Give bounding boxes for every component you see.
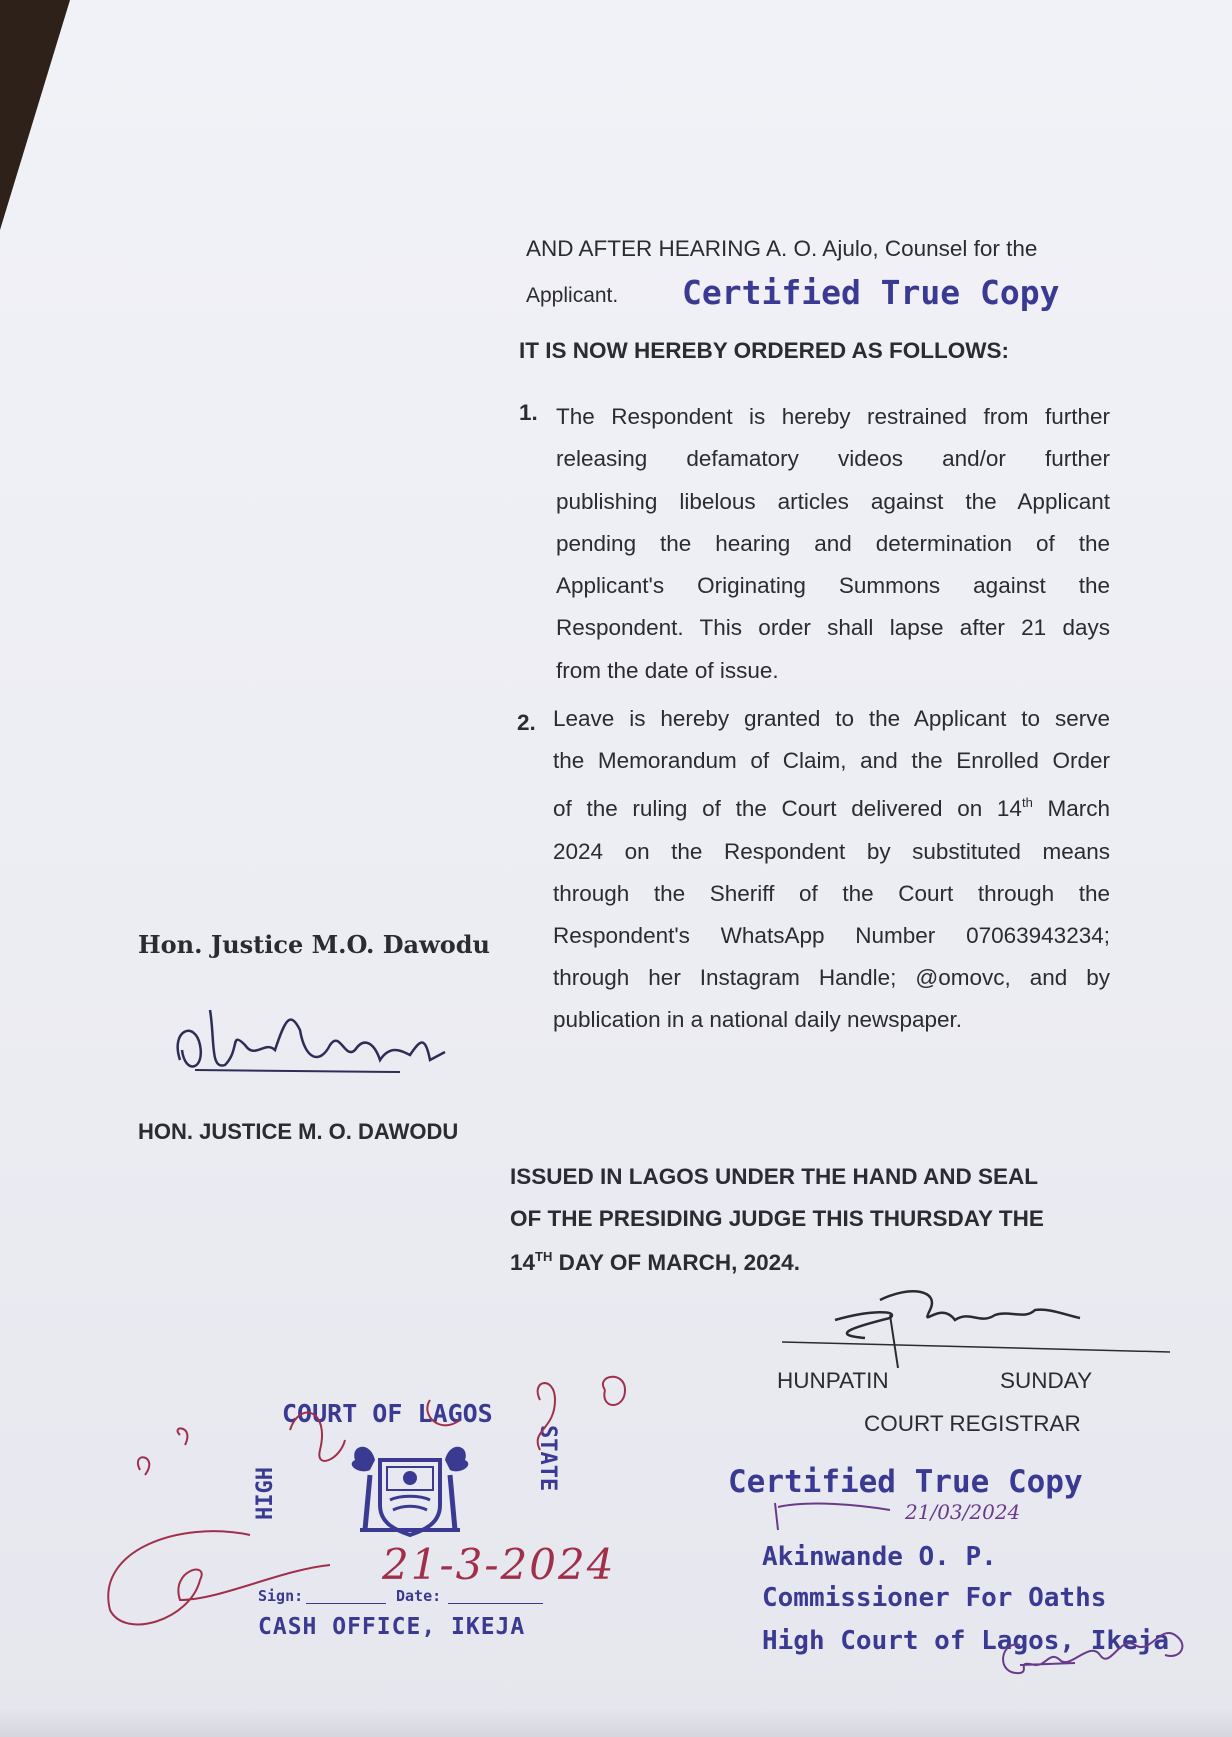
commissioner-title: Commissioner For Oaths (762, 1583, 1107, 1613)
issued-day: 14 (510, 1250, 536, 1275)
seal-right-text: STATE (535, 1425, 560, 1492)
hearing-line-1: AND AFTER HEARING A. O. Ajulo, Counsel for the (526, 236, 1038, 261)
judge-name-heading: Hon. Justice M.O. Dawodu (138, 930, 490, 959)
issued-month-year: DAY OF MARCH, 2024. (552, 1250, 800, 1275)
registrar-signature (780, 1280, 1180, 1375)
registrar-first-name: HUNPATIN (777, 1368, 889, 1393)
issued-line-1: ISSUED IN LAGOS UNDER THE HAND AND SEAL (510, 1164, 1038, 1189)
hearing-line-2: Applicant. (526, 284, 619, 307)
item-2-line: Leave is hereby granted to the Applicant to serve (553, 706, 1110, 731)
issued-line-3 (510, 1250, 800, 1275)
item-2-line: the Memorandum of Claim, and the Enrolled Order (553, 748, 1110, 774)
certified-true-copy-stamp-2: Certified True Copy (728, 1464, 1083, 1500)
item-2-sup: th (1021, 795, 1033, 811)
issued-day-suffix: TH (535, 1249, 553, 1264)
item-1-line: Applicant's Originating Summons against the (556, 573, 1110, 599)
seal-arc-text: COURT OF LAGOS (282, 1399, 493, 1428)
item-2-line: through the Sheriff of the Court through the (553, 880, 1110, 906)
issued-line-2: OF THE PRESIDING JUDGE THIS THURSDAY THE (510, 1206, 1044, 1231)
item-1-line: Respondent. This order shall lapse after 21 days (556, 615, 1110, 641)
commissioner-initials (770, 1495, 950, 1535)
item-1-line: from the date of issue. (556, 657, 779, 683)
item-1-number: 1. (519, 400, 538, 425)
item-1-line: The Respondent is hereby restrained from further (556, 404, 1110, 429)
seal-left-text: HIGH (253, 1467, 278, 1520)
seal-sign-label: Sign: (258, 1587, 304, 1605)
judge-name-caps: HON. JUSTICE M. O. DAWODU (138, 1119, 459, 1144)
seal-date-label: Date: (396, 1587, 442, 1605)
background-edge (0, 0, 70, 230)
order-heading: IT IS NOW HEREBY ORDERED AS FOLLOWS: (519, 338, 1010, 363)
cash-office-stamp: CASH OFFICE, IKEJA (258, 1614, 526, 1640)
item-2-number: 2. (517, 710, 536, 735)
certified-true-copy-stamp: Certified True Copy (682, 273, 1060, 312)
item-2-line-with-date (553, 782, 1110, 830)
item-2-line: through her Instagram Handle; @omovc, and by (553, 965, 1110, 991)
item-2-text: of the ruling of the Court delivered on 14 (553, 796, 1022, 822)
registrar-last-name: SUNDAY (1000, 1368, 1093, 1393)
item-2-text: March (1032, 796, 1110, 822)
order-item-2 (553, 698, 1110, 1042)
item-1-line: publishing libelous articles against the Applicant (556, 488, 1110, 514)
order-item-1 (556, 396, 1110, 692)
handwritten-stamp-date: 21/03/2024 (905, 1500, 1021, 1524)
registrar-title: COURT REGISTRAR (864, 1411, 1081, 1436)
judge-signature (170, 990, 460, 1090)
item-2-line: Respondent's WhatsApp Number 07063943234; (553, 923, 1110, 949)
red-pen-marks (100, 1370, 750, 1640)
commissioner-signature (960, 1605, 1200, 1685)
item-2-line: publication in a national daily newspaper. (553, 1007, 963, 1033)
commissioner-name: Akinwande O. P. (762, 1542, 997, 1572)
commissioner-court: High Court of Lagos, Ikeja (762, 1626, 1169, 1656)
item-1-line: pending the hearing and determination of the (556, 530, 1110, 556)
item-1-line: releasing defamatory videos and/or further (556, 446, 1110, 472)
item-2-line: 2024 on the Respondent by substituted means (553, 838, 1110, 864)
handwritten-date: 21-3-2024 (382, 1540, 616, 1589)
